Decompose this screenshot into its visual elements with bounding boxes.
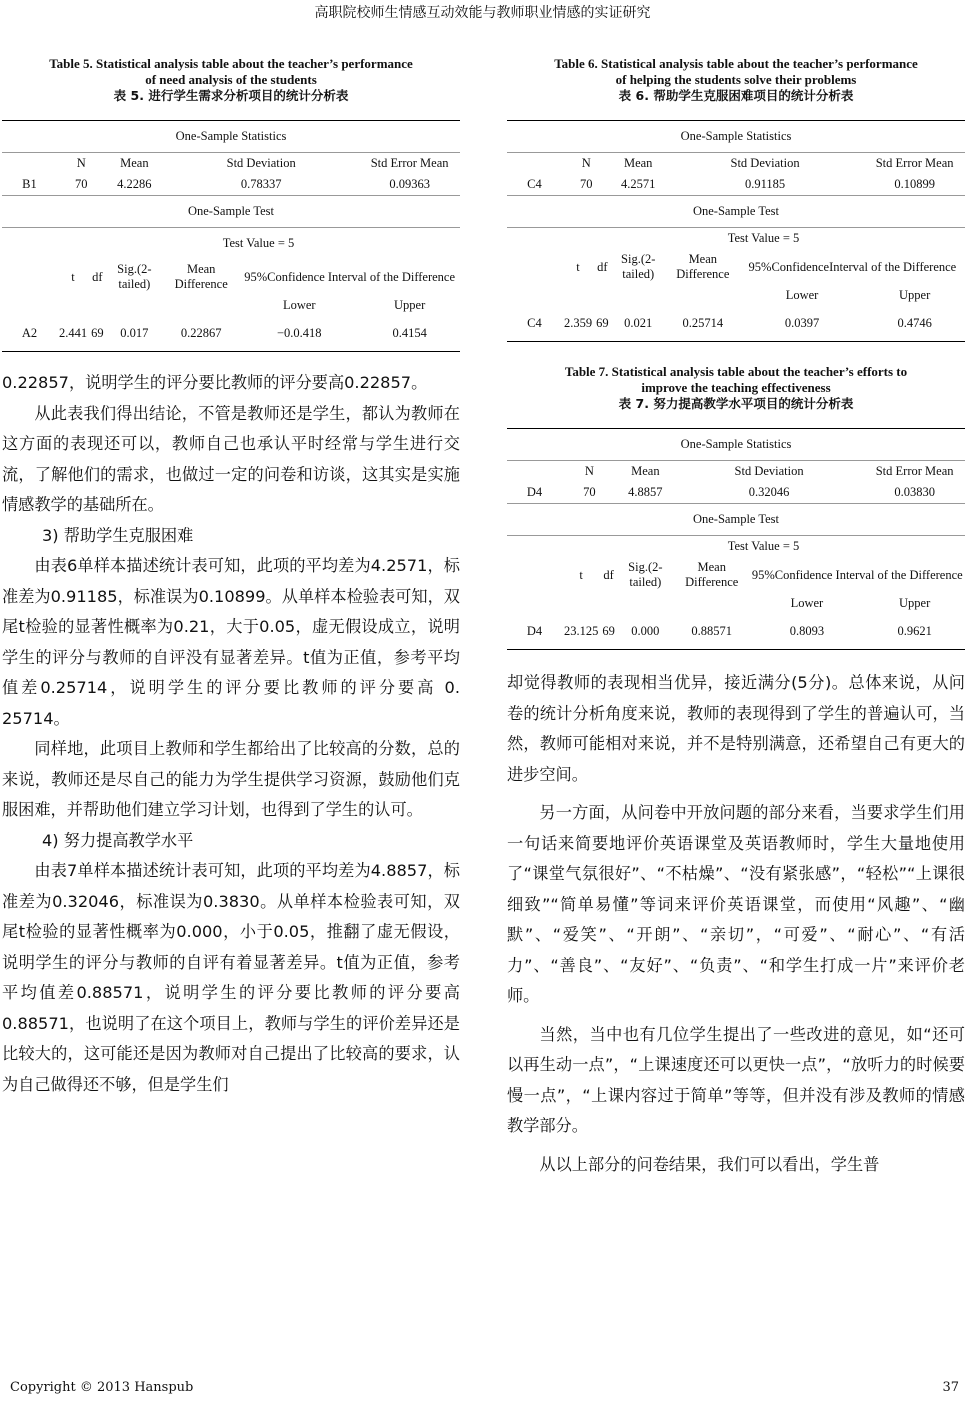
table6: One-Sample Statistics N Mean Std Deviation Std Error Mean C4 70 4.2571 0.91185 0.10899 One-Sample Test Test Value = 5 t df Sig.(2-tailed) Mean Difference 95%ConfidenceInterval of the Difference Lower Upper C4 2.359 69 0.021 0.25714 0.0397 0.4746 — [507, 120, 965, 342]
table5-caption: Table 5. Statistical analysis table about the teacher’s performance of need analysis of the students 表 5. 进行学生需求分析项目的统计分析表 — [49, 56, 413, 103]
paragraph: 从以上部分的问卷结果，我们可以看出，学生普 — [539, 1154, 880, 1174]
copyright: Copyright © 2013 Hanspub — [10, 1380, 194, 1395]
table-row: C4 2.359 69 0.021 0.25714 0.0397 0.4746 — [507, 306, 965, 342]
right-body — [507, 668, 965, 1180]
paragraph: 从此表我们得出结论，不管是教师还是学生，都认为教师在这方面的表现还可以，教师自己也承认平时经常与学生进行交流，了解他们的需求，也做过一定的问卷和访谈，这其实是实施情感教学的基础所在。 — [2, 403, 460, 514]
test-title: One-Sample Test — [507, 504, 965, 536]
running-header: 高职院校师生情感互动效能与教师职业情感的实证研究 — [314, 5, 651, 21]
table-row: D4 23.125 69 0.000 0.88571 0.8093 0.9621 — [507, 614, 965, 650]
table7-caption: Table 7. Statistical analysis table about the teacher’s efforts to improve the teaching effectiveness 表 7. 努力提高教学水平项目的统计分析表 — [564, 364, 908, 411]
left-body — [2, 368, 460, 1100]
table7: One-Sample Statistics N Mean Std Deviation Std Error Mean D4 70 4.8857 0.32046 0.03830 One-Sample Test Test Value = 5 t df Sig.(2-tailed) Mean Difference 95%Confidence Interval of the Difference Lower Upper D4 23.125 69 0.000 0.88571 0.8093 0.9621 — [507, 428, 965, 650]
table6-caption: Table 6. Statistical analysis table about the teacher’s performance of helping the students solve their problems 表 6. 帮助学生克服困难项目的统计分析表 — [554, 56, 918, 103]
test-title: One-Sample Test — [2, 196, 460, 228]
table-row: B1 70 4.2286 0.78337 0.09363 — [2, 174, 460, 196]
table-row: D4 70 4.8857 0.32046 0.03830 — [507, 482, 965, 504]
section-heading: 4) 努力提高教学水平 — [42, 830, 194, 850]
paragraph: 同样地，此项目上教师和学生都给出了比较高的分数，总的来说，教师还是尽自己的能力为学生提供学习资源，鼓励他们克服困难，并帮助他们建立学习计划，也得到了学生的认可。 — [2, 739, 460, 819]
stats-title: One-Sample Statistics — [2, 121, 460, 153]
page-number: 37 — [942, 1380, 959, 1395]
section-heading: 3) 帮助学生克服困难 — [42, 525, 194, 545]
paragraph: 却觉得教师的表现相当优异，接近满分(5分)。总体来说，从问卷的统计分析角度来说，教师的表现得到了学生的普遍认可，当然，教师可能相对来说，并不是特别满意，还希望自己有更大的进步空间。 — [507, 673, 965, 784]
left-column — [2, 48, 460, 1100]
test-title: One-Sample Test — [507, 196, 965, 228]
stats-title: One-Sample Statistics — [507, 121, 965, 153]
paragraph: 当然，当中也有几位学生提出了一些改进的意见，如“还可以再生动一点”，“上课速度还可以更快一点”，“放听力的时候要慢一点”，“上课内容过于简单”等等，但并没有涉及教师的情感教学部分。 — [507, 1024, 965, 1135]
paragraph: 由表6单样本描述统计表可知，此项的平均差为4.2571，标准差为0.91185，标准误为0.10899。从单样本检验表可知，双尾t检验的显著性概率为0.21，大于0.05，虚无假设成立，说明学生的评分与教师的自评没有显著差异。t值为正值，参考平均值差0.25714，说明学生的评分要比教师的评分要高 0. 25714。 — [2, 556, 460, 728]
table5: One-Sample Statistics N Mean Std Deviation Std Error Mean B1 70 4.2286 0.78337 0.09363 One-Sample Test Test Value = 5 t df Sig.(2-tailed) Mean Difference 95%Confidence Interval of the Difference Lower Upper A2 2.441 69 0.017 0.22867 −0.0.418 0.4154 — [2, 120, 460, 352]
table-row: A2 2.441 69 0.017 0.22867 −0.0.418 0.4154 — [2, 316, 460, 352]
paragraph: 0.22857，说明学生的评分要比教师的评分要高0.22857。 — [2, 373, 428, 392]
table-row: C4 70 4.2571 0.91185 0.10899 — [507, 174, 965, 196]
right-column — [507, 48, 965, 1180]
stats-title: One-Sample Statistics — [507, 429, 965, 461]
paragraph: 由表7单样本描述统计表可知，此项的平均差为4.8857，标准差为0.32046，标准误为0.3830。从单样本检验表可知，双尾t检验的显著性概率为0.000，小于0.05，推翻了虚无假设，说明学生的评分与教师的自评有着显著差异。t值为正值，参考平均值差0.88571，说明学生的评分要比教师的评分要高0.88571，也说明了在这个项目上，教师与学生的评价差异还是比较大的，这可能还是因为教师对自己提出了比较高的要求，认为自己做得还不够，但是学生们 — [2, 861, 460, 1094]
paragraph: 另一方面，从问卷中开放问题的部分来看，当要求学生们用一句话来简要地评价英语课堂及英语教师时，学生大量地使用了“课堂气氛很好”、“不枯燥”、“没有紧张感”，“轻松”“上课很细致”“简单易懂”等词来评价英语课堂，而使用“风趣”、“幽默”、“爱笑”、“开朗”、“亲切”，“可爱”、“耐心”、“有活力”、“善良”、“友好”、“负责”、“和学生打成一片”来评价老师。 — [507, 803, 965, 1005]
